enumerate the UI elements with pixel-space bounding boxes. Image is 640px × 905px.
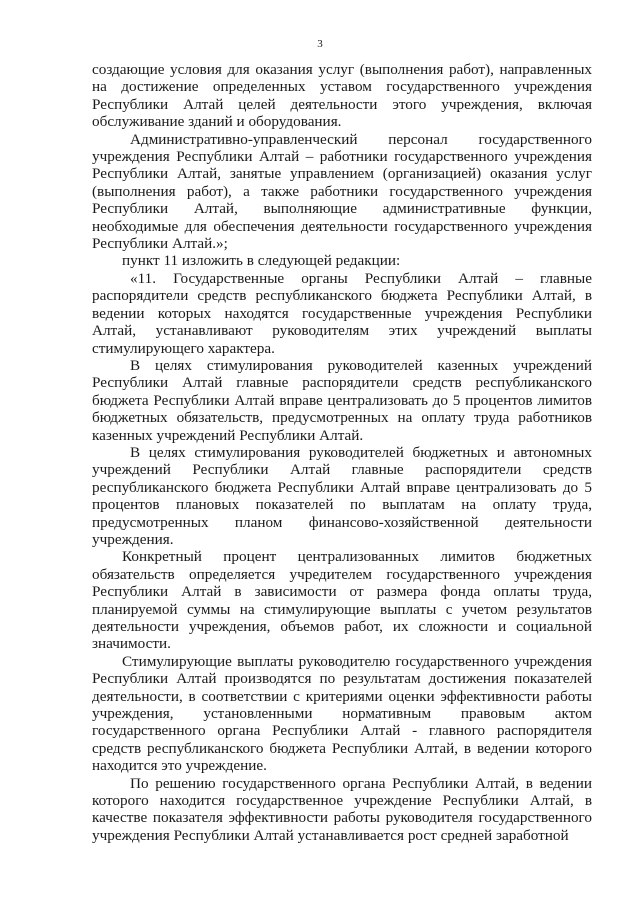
paragraph-treasury-institutions: В целях стимулирования руководителей казенных учреждений Республики Алтай главные распорядители средств республиканского бюджета Республики Алтай вправе централизовать до 5 процентов лимитов бюджетных обязательств, предусмотренных на оплату труда работников казенных учреждений Республики Алтай. xyxy=(92,356,592,444)
paragraph-specific-percentage: Конкретный процент централизованных лимитов бюджетных обязательств определяется учредителем государственного учреждения Республики Алтай в зависимости от размера фонда оплаты труда, планируемой суммы на стимулирующие выплаты с учетом результатов деятельности учреждения, объемов работ, их сложности и социальной значимости. xyxy=(92,548,592,653)
paragraph-amendment-intro: пункт 11 изложить в следующей редакции: xyxy=(122,252,401,270)
paragraph-continuation: создающие условия для оказания услуг (выполнения работ), направленных на достижение определенных уставом государственного учреждения Республики Алтай целей деятельности этого учреждения, включая обслуживание зданий и оборудования. xyxy=(92,61,592,131)
paragraph-admin-staff: Административно-управленческий персонал государственного учреждения Республики Алтай – работники государственного учреждения Республики Алтай, занятые управлением (организацией) оказания услуг (выполнения работ), а также работники государственного учреждения Республики Алтай, выполняющие административные функции, необходимые для обеспечения деятельности государственного учреждения Республики Алтай.»; xyxy=(92,130,592,253)
page-number: 3 xyxy=(317,38,323,50)
paragraph-clause-11: «11. Государственные органы Республики Алтай – главные распорядители средств республиканского бюджета Республики Алтай, в ведении которых находятся государственные учреждения Республики Алтай, устанавливают руководителям этих учреждений выплаты стимулирующего характера. xyxy=(92,269,592,357)
document-body xyxy=(92,61,592,844)
paragraph-efficiency-indicator: По решению государственного органа Республики Алтай, в ведении которого находится государственное учреждение Республики Алтай, в качестве показателя эффективности работы руководителя государственного учреждения Республики Алтай устанавливается рост средней заработной xyxy=(92,774,592,844)
paragraph-incentive-payments: Стимулирующие выплаты руководителю государственного учреждения Республики Алтай производятся по результатам достижения показателей деятельности, в соответствии с критериями оценки эффективности работы учреждения, установленными нормативным правовым актом государственного органа Республики Алтай - главного распорядителя средств республиканского бюджета Республики Алтай, в ведении которого находится это учреждение. xyxy=(92,652,592,775)
paragraph-budget-autonomous-institutions: В целях стимулирования руководителей бюджетных и автономных учреждений Республики Алтай главные распорядители средств республиканского бюджета Республики Алтай вправе централизовать до 5 процентов плановых показателей по выплатам на оплату труда, предусмотренных планом финансово-хозяйственной деятельности учреждения. xyxy=(92,443,592,548)
